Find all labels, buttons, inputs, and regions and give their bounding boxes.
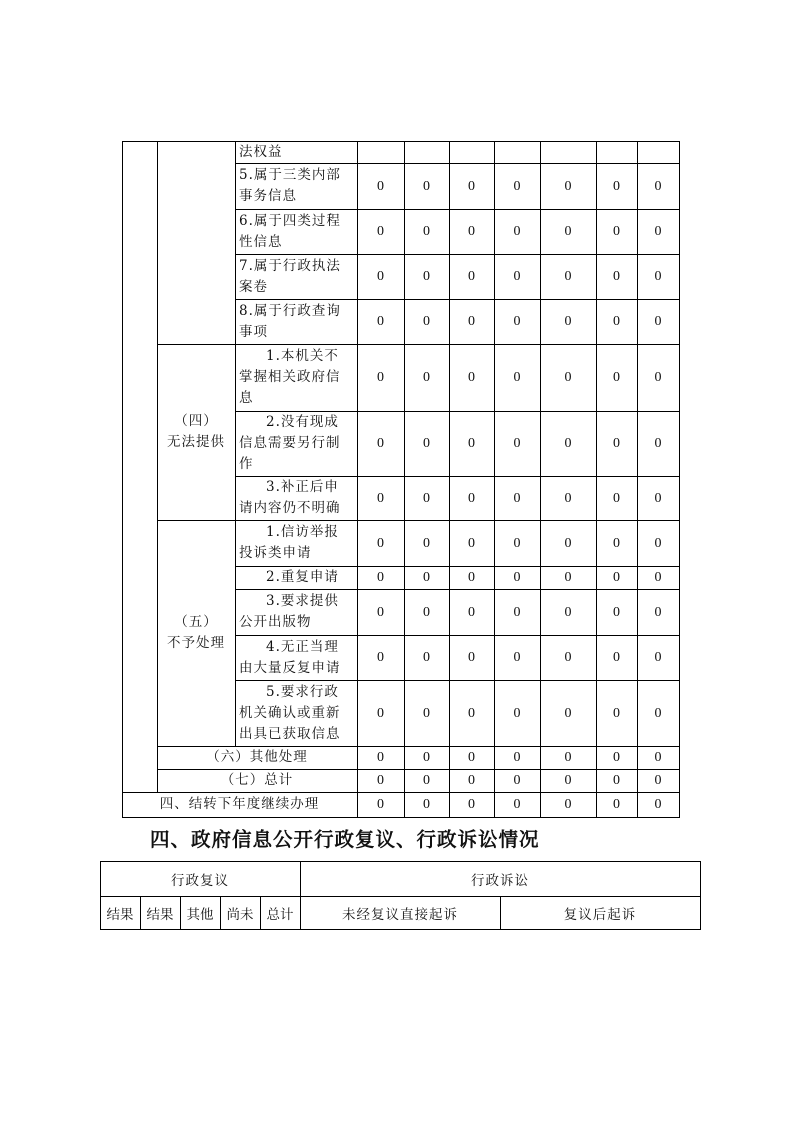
group-unable-to-provide [157,344,235,520]
row-label-line: 事项 [239,323,268,340]
value-cell: 0 [613,650,620,665]
review-col-4: 尚未 [226,906,254,923]
value-cell: 0 [513,224,521,239]
row-label [122,792,357,817]
value-cell: 0 [377,705,384,721]
value-cell: 0 [468,570,475,585]
value-cell: 0 [613,178,620,194]
row-label-line: 由大量反复申请 [239,659,341,676]
value-cell: 0 [468,705,475,721]
value-cell: 0 [654,535,662,551]
value-cell: 0 [513,650,521,665]
row-label-line: 事务信息 [239,188,297,204]
section-heading: 四、政府信息公开行政复议、行政诉讼情况 [150,828,540,851]
value-cell: 0 [423,773,430,788]
row-label-line: 请内容仍不明确 [239,500,341,516]
row-label-line: 性信息 [239,233,283,250]
row-label-line: 案卷 [239,278,268,295]
value-cell: 0 [564,178,572,194]
value-cell: 0 [613,370,620,385]
row-label [235,680,357,746]
row-label-line: 4.无正当理 [266,638,339,655]
row-label-line: 信息需要另行制 [239,435,341,451]
value-cell: 0 [468,436,475,451]
value-cell: 0 [613,750,620,765]
row-label-line: 四、结转下年度继续办理 [159,796,320,812]
value-cell [357,141,404,163]
value-cell: 0 [564,436,572,451]
value-cell: 0 [377,797,384,812]
value-cell: 0 [654,773,662,788]
value-cell: 0 [564,570,572,585]
value-cell: 0 [468,604,475,620]
value-cell: 0 [423,224,430,239]
value-cell: 0 [564,490,572,506]
value-cell: 0 [654,314,662,329]
value-cell: 0 [513,705,521,721]
value-cell: 0 [513,490,521,506]
value-cell: 0 [513,570,521,585]
row-label-line: 1.信访举报 [266,524,339,540]
value-cell: 0 [377,370,384,385]
value-cell: 0 [513,604,521,620]
value-cell: 0 [377,269,384,284]
value-cell: 0 [564,224,572,239]
row-label-line: 2.没有现成 [266,414,339,430]
group-not-processed [157,520,235,746]
group-not-processed-number: （五） [174,614,218,630]
value-cell: 0 [423,797,430,812]
value-cell: 0 [468,269,475,284]
row-label [235,635,357,680]
value-cell: 0 [564,797,572,812]
value-cell: 0 [654,436,662,451]
row-label [235,209,357,254]
value-cell: 0 [513,436,521,451]
row-label [235,411,357,476]
value-cell: 0 [468,797,475,812]
value-cell: 0 [377,535,384,551]
row-label-line: 3.要求提供 [266,593,339,609]
value-cell: 0 [423,705,430,721]
value-cell: 0 [423,436,430,451]
value-cell [637,141,679,163]
value-cell: 0 [377,178,384,194]
row-label [235,299,357,344]
value-cell: 0 [654,570,662,585]
value-cell: 0 [654,224,662,239]
value-cell: 0 [377,436,384,451]
row-label [157,746,357,769]
row-label [235,589,357,635]
value-cell: 0 [377,773,384,788]
value-cell: 0 [423,490,430,506]
row-label [235,163,357,209]
value-cell: 0 [423,370,430,385]
value-cell: 0 [513,269,521,284]
value-cell: 0 [513,773,521,788]
value-cell: 0 [468,314,475,329]
value-cell: 0 [468,773,475,788]
value-cell: 0 [423,604,430,620]
value-cell: 0 [423,650,430,665]
value-cell: 0 [513,314,521,329]
row-label [157,769,357,792]
value-cell: 0 [654,650,662,665]
value-cell [449,141,494,163]
value-cell: 0 [654,178,662,194]
value-cell: 0 [613,436,620,451]
value-cell: 0 [564,604,572,620]
group-unable-to-provide-number: （四） [174,413,218,429]
value-cell: 0 [468,370,475,385]
value-cell: 0 [613,773,620,788]
row-label-line: 3.补正后申 [266,479,339,495]
value-cell: 0 [513,750,521,765]
row-label [235,141,357,163]
row-label-line: 7.属于行政执法 [239,257,341,274]
row-label-line: 公开出版物 [239,614,312,630]
row-label-line: 掌握相关政府信 [239,369,341,385]
value-cell: 0 [468,224,475,239]
value-cell: 0 [377,750,384,765]
value-cell: 0 [654,490,662,506]
value-cell [540,141,596,163]
value-cell: 0 [513,370,521,385]
value-cell: 0 [564,650,572,665]
value-cell: 0 [377,490,384,506]
value-cell: 0 [654,797,662,812]
row-label [235,344,357,411]
value-cell: 0 [468,650,475,665]
value-cell: 0 [513,535,521,551]
litigation-col-direct: 未经复议直接起诉 [342,906,458,923]
value-cell: 0 [423,535,430,551]
value-cell: 0 [613,797,620,812]
row-label-line: 5.属于三类内部 [239,167,341,183]
row-label-line: 5.要求行政 [266,683,339,700]
review-col-2: 结果 [146,906,174,923]
value-cell: 0 [654,269,662,284]
row-label [235,254,357,299]
value-cell: 0 [564,314,572,329]
value-cell: 0 [377,570,384,585]
value-cell: 0 [423,178,430,194]
row-label-line: 1.本机关不 [266,348,339,364]
value-cell: 0 [654,370,662,385]
value-cell: 0 [613,535,620,551]
row-label [235,520,357,566]
row-label-line: 出具已获取信息 [239,725,341,742]
row-label-line: 法权益 [239,143,283,160]
row-label [235,566,357,589]
value-cell: 0 [564,535,572,551]
review-col-5: 总计 [266,906,294,923]
value-cell [404,141,449,163]
value-cell: 0 [564,705,572,721]
value-cell: 0 [423,269,430,284]
row-label-line: （六）其他处理 [206,749,308,765]
value-cell: 0 [468,750,475,765]
value-cell: 0 [613,269,620,284]
row-label-line: 息 [239,390,254,406]
value-cell: 0 [513,178,521,194]
row-label-line: 2.重复申请 [266,569,339,585]
row-label-line: 6.属于四类过程 [239,212,341,229]
value-cell: 0 [423,570,430,585]
value-cell: 0 [423,750,430,765]
value-cell [596,141,637,163]
value-cell: 0 [654,705,662,721]
value-cell: 0 [513,797,521,812]
value-cell: 0 [654,604,662,620]
row-label-line: 作 [239,456,254,472]
value-cell: 0 [468,490,475,506]
value-cell: 0 [613,604,620,620]
value-cell: 0 [654,750,662,765]
row-label-line: 投诉类申请 [239,545,312,561]
value-cell: 0 [613,314,620,329]
row-label-line: （七）总计 [220,772,294,788]
value-cell: 0 [613,224,620,239]
litigation-col-after-review: 复议后起诉 [563,906,637,923]
row-label-line: 8.属于行政查询 [239,302,341,319]
value-cell: 0 [564,750,572,765]
group-not-processed-title: 不予处理 [167,635,225,651]
row-label [235,476,357,520]
value-cell: 0 [377,650,384,665]
group-unable-to-provide-title: 无法提供 [167,434,225,450]
header-admin-review: 行政复议 [171,872,229,889]
value-cell: 0 [613,705,620,721]
value-cell: 0 [613,490,620,506]
value-cell: 0 [377,604,384,620]
value-cell: 0 [468,535,475,551]
value-cell: 0 [564,370,572,385]
value-cell: 0 [564,773,572,788]
review-col-1: 结果 [106,906,134,923]
value-cell: 0 [564,269,572,284]
value-cell: 0 [468,178,475,194]
value-cell [494,141,540,163]
row-label-line: 机关确认或重新 [239,704,341,721]
review-col-3: 其他 [186,906,214,923]
value-cell: 0 [613,570,620,585]
value-cell: 0 [377,224,384,239]
value-cell: 0 [423,314,430,329]
value-cell: 0 [377,314,384,329]
header-admin-litigation: 行政诉讼 [471,872,529,889]
